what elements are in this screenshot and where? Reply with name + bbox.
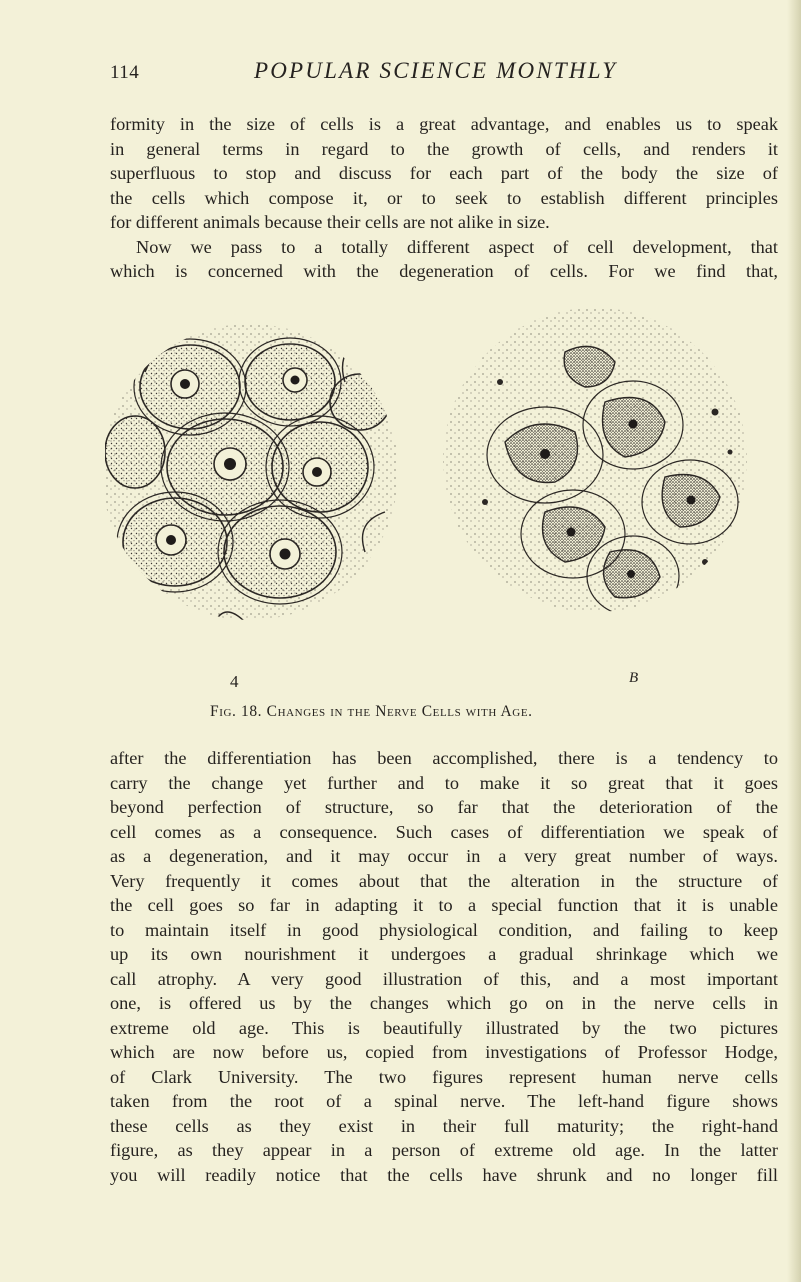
text-line: to maintain itself in good physiological condition, and failing to keep <box>110 919 778 940</box>
text-line: formity in the size of cells is a great advantage, and enables us to speak <box>110 114 778 134</box>
text-line: taken from the root of a spinal nerve. The left-hand figure shows <box>110 1091 778 1111</box>
figure-label-b: B <box>629 670 639 686</box>
text-line: which are now before us, copied from investigations of Professor Hodge, <box>110 1042 778 1062</box>
text-line: these cells as they exist in their full maturity; the right-hand <box>110 1115 778 1136</box>
text-line: as a degeneration, and it may occur in a very great number of ways. <box>110 846 778 866</box>
figure-a-mature-cells <box>105 312 405 632</box>
text-line: figure, as they appear in a person of extreme old age. In the latter <box>110 1140 778 1160</box>
paragraph-2 <box>110 746 778 1187</box>
text-line: call atrophy. A very good illustration of this, and a most important <box>110 968 778 989</box>
text-line: superfluous to stop and discuss for each part of the body the size of <box>110 163 778 183</box>
text-line: in general terms in regard to the growth of cells, and renders it <box>110 138 778 159</box>
text-line: you will readily notice that the cells have shrunk and no longer fill <box>110 1164 778 1185</box>
figure-caption: Fig. 18. Changes in the Nerve Cells with Age. <box>210 703 533 720</box>
figure-b-aged-cells <box>440 302 750 622</box>
text-line: carry the change yet further and to make it so great that it goes <box>110 772 778 793</box>
page-number: 114 <box>110 62 140 83</box>
text-line: the cells which compose it, or to seek to establish different principles <box>110 187 778 208</box>
text-line: up its own nourishment it undergoes a gradual shrinkage which we <box>110 944 778 964</box>
text-line: which is concerned with the degeneration of cells. For we find that, <box>110 261 778 281</box>
text-line: one, is offered us by the changes which go on in the nerve cells in <box>110 993 778 1013</box>
text-line: after the differentiation has been accomplished, there is a tendency to <box>110 748 778 768</box>
text-line: of Clark University. The two figures represent human nerve cells <box>110 1066 778 1087</box>
text-line: Very frequently it comes about that the alteration in the structure of <box>110 870 778 891</box>
page-edge-shadow <box>787 0 801 1282</box>
nerve-cells-figure <box>105 292 795 712</box>
running-head: POPULAR SCIENCE MONTHLY <box>254 58 618 83</box>
text-line: Now we pass to a totally different aspect of cell development, that <box>136 236 778 257</box>
text-line: extreme old age. This is beautifully illustrated by the two pictures <box>110 1017 778 1038</box>
nerve-cells-illustration <box>105 292 795 712</box>
paragraph-1 <box>110 112 778 284</box>
text-line: cell comes as a consequence. Such cases of differentiation we speak of <box>110 821 778 842</box>
text-line: for different animals because their cells are not alike in size. <box>110 212 550 232</box>
text-line: beyond perfection of structure, so far that the deterioration of the <box>110 797 778 817</box>
text-line: the cell goes so far in adapting it to a special function that it is unable <box>110 895 778 915</box>
figure-label-a: 4 <box>230 672 239 691</box>
